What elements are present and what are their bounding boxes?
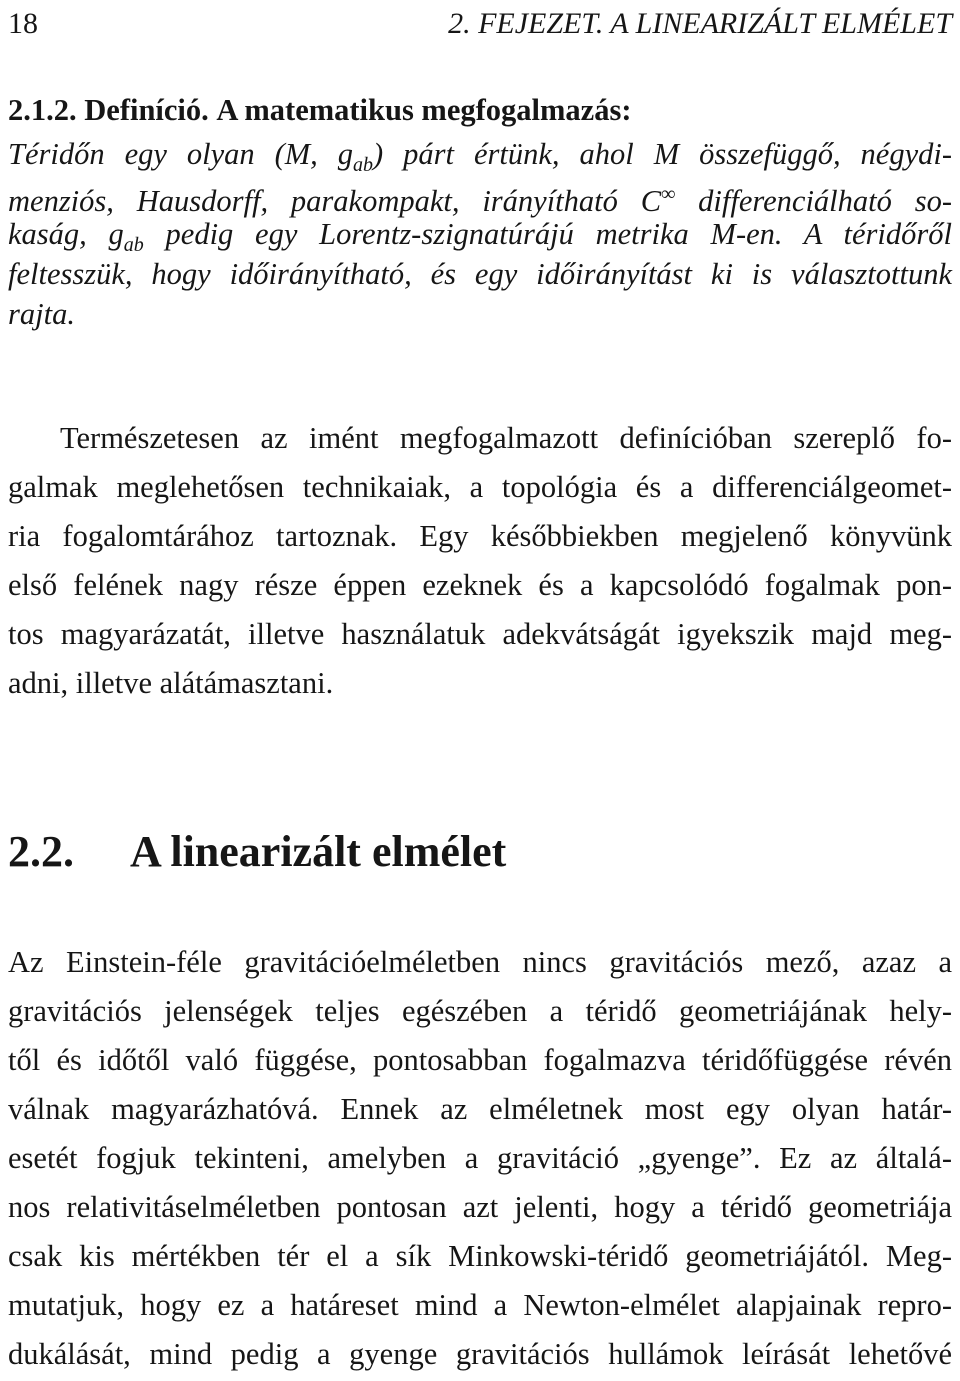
text-line: nos relativitáselméletben pontosan azt jelenti, hogy a téridő geometriája xyxy=(8,1190,952,1224)
superscript-infinity: ∞ xyxy=(661,183,676,205)
text-line: Az Einstein-féle gravitációelméletben nincs gravitációs mező, azaz a xyxy=(8,945,952,979)
definition-text: Téridőn egy olyan (M, g xyxy=(8,137,354,171)
chapter-title: 2. FEJEZET. A LINEARIZÁLT ELMÉLET xyxy=(448,7,952,40)
text-line: adni, illetve alátámasztani. xyxy=(8,666,334,700)
text-line: mutatjuk, hogy ez a határeset mind a Newton-elmélet alapjainak repro- xyxy=(8,1288,952,1322)
text-line: válnak magyarázhatóvá. Ennek az elméletnek most egy olyan határ- xyxy=(8,1092,952,1126)
definition-text: kaság, g xyxy=(8,217,124,251)
text-line: ria fogalomtárához tartoznak. Egy későbbiekben megjelenő könyvünk xyxy=(8,519,952,553)
text-line: első felének nagy része éppen ezeknek és a kapcsolódó fogalmak pon- xyxy=(8,568,952,602)
section-heading xyxy=(8,826,506,878)
subscript-ab: ab xyxy=(353,154,374,177)
definition-text: menziós, Hausdorff, parakompakt, irányítható C xyxy=(8,184,662,219)
text-line: csak kis mértékben tér el a sík Minkowski-téridő geometriájától. Meg- xyxy=(8,1239,952,1273)
definition-text: differenciálható so- xyxy=(675,184,952,219)
definition-text: ) párt értünk, ahol M összefüggő, négydi- xyxy=(373,137,953,171)
page-number: 18 xyxy=(8,7,38,40)
text-line: tos magyarázatát, illetve használatuk adekvátságát igyekszik majd meg- xyxy=(8,617,952,651)
text-line: től és időtől való függése, pontosabban fogalmazva téridőfüggése révén xyxy=(8,1043,952,1077)
definition-line-5: rajta. xyxy=(8,297,75,331)
text-line: esetét fogjuk tekinteni, amelyben a gravitáció „gyenge”. Ez az általá- xyxy=(8,1141,952,1175)
text-line: dukálását, mind pedig a gyenge gravitációs hullámok leírását lehetővé xyxy=(8,1337,952,1371)
text-line: galmak meglehetősen technikaiak, a topológia és a differenciálgeomet- xyxy=(8,470,952,504)
subscript-ab: ab xyxy=(123,234,144,257)
text-line: gravitációs jelenségek teljes egészében a téridő geometriájának hely- xyxy=(8,994,952,1028)
definition-label: 2.1.2. Definíció. xyxy=(8,93,209,127)
definition-line-2 xyxy=(8,176,952,219)
definition-line-4: feltesszük, hogy időirányítható, és egy időirányítást ki is választottunk xyxy=(8,257,952,291)
definition-heading: A matematikus megfogalmazás: xyxy=(216,93,632,127)
text-line: Természetesen az imént megfogalmazott definícióban szereplő fo- xyxy=(60,421,952,455)
section-number: 2.2. xyxy=(8,827,74,876)
section-title: A linearizált elmélet xyxy=(130,827,507,876)
definition-text: pedig egy Lorentz-szignatúrájú metrika M-en. A téridőről xyxy=(143,217,952,251)
definition-heading-line xyxy=(8,92,952,128)
